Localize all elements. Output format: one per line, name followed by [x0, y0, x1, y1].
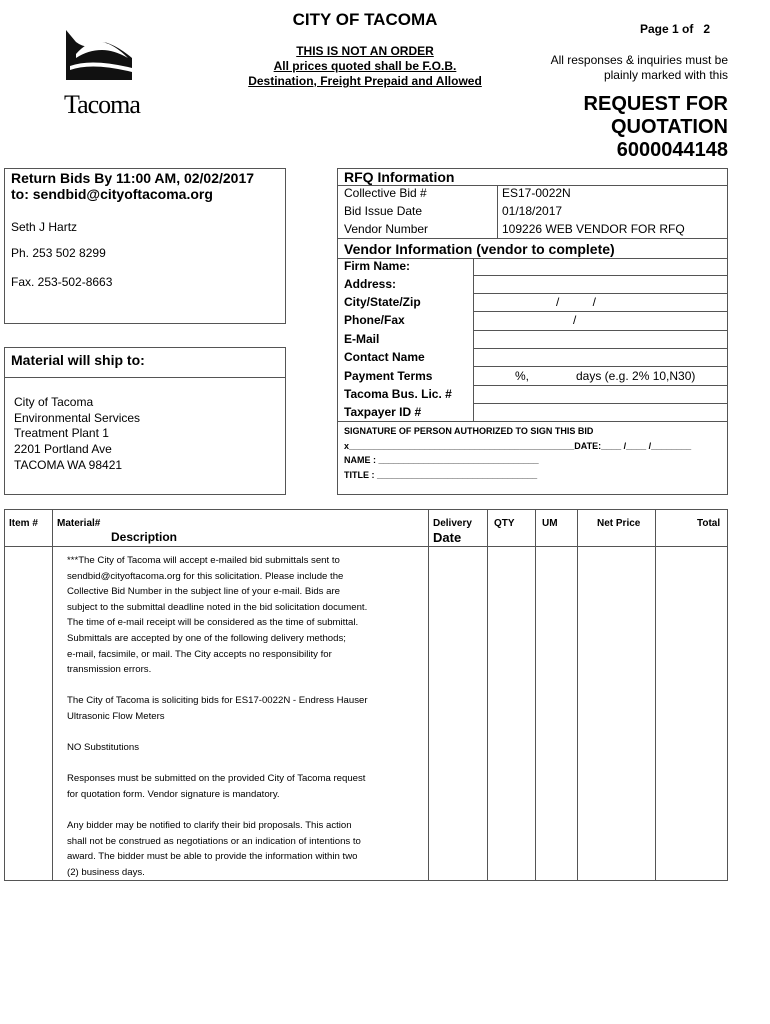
buyer-phone: Ph. 253 502 8299 — [11, 246, 106, 260]
contact-name-field[interactable] — [473, 366, 727, 367]
vendor-info-divider — [338, 238, 727, 239]
city-title: CITY OF TACOMA — [292, 10, 438, 29]
description-line: Collective Bid Number in the subject line of your e-mail. Bids are — [67, 586, 341, 598]
notice-line: THIS IS NOT AN ORDER — [296, 44, 434, 58]
header-qty: QTY — [494, 518, 515, 529]
header-date: Date — [433, 530, 462, 545]
buyer-name: Seth J Hartz — [11, 220, 78, 234]
return-bids-line: Return Bids By 11:00 AM, 02/02/2017 — [11, 170, 255, 186]
vendor-col-divider — [473, 258, 474, 421]
description-line: Any bidder may be notified to clarify their bid proposals. This action — [67, 820, 352, 832]
description-line: shall not be construed as negotiations or an indication of intentions to — [67, 835, 361, 847]
payment-days-example: days (e.g. 2% 10,N30) — [576, 369, 696, 383]
rfq-label-vendor-number: Vendor Number — [344, 222, 429, 236]
signature-line[interactable]: x_____________________________________________DATE:____ /____ /________ — [344, 441, 692, 451]
description-line: NO Substitutions — [67, 742, 139, 754]
vendor-label-address: Address: — [344, 277, 397, 291]
return-bids-title — [11, 170, 254, 202]
address-line: Treatment Plant 1 — [14, 426, 109, 441]
vendor-label-phone-fax: Phone/Fax — [344, 313, 405, 327]
header-total: Total — [697, 518, 721, 529]
responses-note — [520, 53, 728, 83]
vendor-label-business-license: Tacoma Bus. Lic. # — [344, 387, 452, 401]
description-line: Submittals are accepted by one of the following delivery methods; — [67, 632, 346, 644]
item-description — [67, 553, 407, 896]
signature-title: SIGNATURE OF PERSON AUTHORIZED TO SIGN THIS BID — [344, 426, 594, 436]
rfq-value-issue-date: 01/18/2017 — [502, 204, 563, 218]
description-paragraph — [67, 693, 407, 724]
rfq-title-line: QUOTATION — [610, 116, 728, 138]
notice-line: Destination, Freight Prepaid and Allowed — [248, 74, 482, 88]
city-state-zip-field[interactable] — [473, 311, 727, 312]
rfq-value-collective-bid: ES17-0022N — [502, 186, 571, 200]
page-number: Page 1 of 2 — [640, 22, 711, 36]
description-paragraph — [67, 553, 407, 678]
return-bids-email[interactable]: to: sendbid@cityoftacoma.org — [11, 186, 213, 202]
buyer-fax: Fax. 253-502-8663 — [11, 275, 113, 289]
description-line: award. The bidder must be able to provide the information within two — [67, 851, 358, 863]
description-paragraph — [67, 818, 407, 880]
description-line: for quotation form. Vendor signature is mandatory. — [67, 788, 280, 800]
ship-to-box — [4, 347, 286, 495]
col-divider — [428, 510, 429, 880]
signature-divider — [338, 421, 727, 422]
description-line: (2) business days. — [67, 866, 145, 878]
ship-to-address — [14, 395, 140, 474]
firm-name-field[interactable] — [473, 275, 727, 276]
col-divider — [655, 510, 656, 880]
address-line: TACOMA WA 98421 — [14, 457, 123, 472]
rfq-vendor-box — [337, 168, 728, 495]
header-item-number: Item # — [9, 518, 38, 529]
header-material-number: Material# — [57, 518, 101, 529]
return-bids-box — [4, 168, 286, 324]
description-line: The City of Tacoma is soliciting bids for ES17-0022N - Endress Hauser — [67, 695, 368, 707]
rfq-value-vendor-number: 109226 WEB VENDOR FOR RFQ — [502, 222, 685, 236]
description-line: ***The City of Tacoma will accept e-mailed bid submittals sent to — [67, 555, 340, 566]
header-divider — [5, 546, 727, 547]
rfq-number: 6000044148 — [616, 139, 728, 161]
vendor-label-firm-name: Firm Name: — [344, 259, 411, 273]
phone-fax-field[interactable] — [473, 330, 727, 331]
col-divider — [577, 510, 578, 880]
description-line: subject to the submittal deadline noted in the bid solicitation document. — [67, 601, 368, 613]
email-field[interactable] — [473, 348, 727, 349]
description-line: transmission errors. — [67, 664, 152, 676]
items-table — [4, 509, 728, 881]
signature-name-line[interactable]: NAME : ________________________________ — [344, 455, 539, 465]
ship-to-divider — [5, 377, 285, 378]
address-line: City of Tacoma — [14, 395, 94, 409]
city-state-zip-slashes: / / — [556, 295, 597, 309]
phone-fax-slash: / — [573, 313, 577, 327]
rfq-title-line: REQUEST FOR — [583, 93, 728, 115]
business-license-field[interactable] — [473, 403, 727, 404]
description-line: e-mail, facsimile, or mail. The City accepts no responsibility for — [67, 648, 332, 660]
description-line: The time of e-mail receipt will be considered as the time of submittal. — [67, 617, 359, 629]
responses-line: All responses & inquiries must be — [550, 53, 728, 67]
payment-terms-field[interactable] — [473, 385, 727, 386]
header-description: Description — [111, 530, 178, 544]
header-um: UM — [542, 518, 558, 529]
description-line: Responses must be submitted on the provided City of Tacoma request — [67, 773, 366, 785]
rfq-label-issue-date: Bid Issue Date — [344, 204, 423, 218]
col-divider — [487, 510, 488, 880]
address-line: 2201 Portland Ave — [14, 442, 112, 457]
logo-wordmark: Tacoma — [64, 90, 140, 119]
description-paragraph — [67, 771, 407, 802]
address-field[interactable] — [473, 293, 727, 294]
vendor-label-contact-name: Contact Name — [344, 350, 425, 364]
address-line: Environmental Services — [14, 410, 141, 425]
city-of-tacoma-logo — [62, 18, 140, 119]
payment-percent: %, — [515, 369, 530, 383]
vendor-label-email: E-Mail — [344, 332, 380, 346]
vendor-label-taxpayer-id: Taxpayer ID # — [344, 405, 422, 419]
vendor-info-title: Vendor Information (vendor to complete) — [344, 241, 615, 257]
rfq-info-title: RFQ Information — [344, 169, 455, 185]
notice-line: All prices quoted shall be F.O.B. — [273, 59, 457, 73]
rfq-title — [520, 93, 728, 162]
description-paragraph — [67, 740, 407, 756]
header-net-price: Net Price — [597, 518, 641, 529]
rfq-label-collective-bid: Collective Bid # — [344, 186, 427, 200]
col-divider — [52, 510, 53, 880]
col-divider — [535, 510, 536, 880]
vendor-label-city-state-zip: City/State/Zip — [344, 295, 421, 309]
description-line: Ultrasonic Flow Meters — [67, 710, 165, 722]
vendor-label-payment-terms: Payment Terms — [344, 369, 433, 383]
responses-line: plainly marked with this — [603, 68, 728, 82]
order-notice — [210, 44, 520, 89]
rfq-info-col-divider — [497, 185, 498, 238]
description-line: sendbid@cityoftacoma.org for this solicitation. Please include the — [67, 570, 344, 582]
signature-title-line[interactable]: TITLE : ________________________________ — [344, 470, 538, 480]
header-delivery: Delivery — [433, 518, 472, 529]
ship-to-title: Material will ship to: — [11, 352, 145, 368]
